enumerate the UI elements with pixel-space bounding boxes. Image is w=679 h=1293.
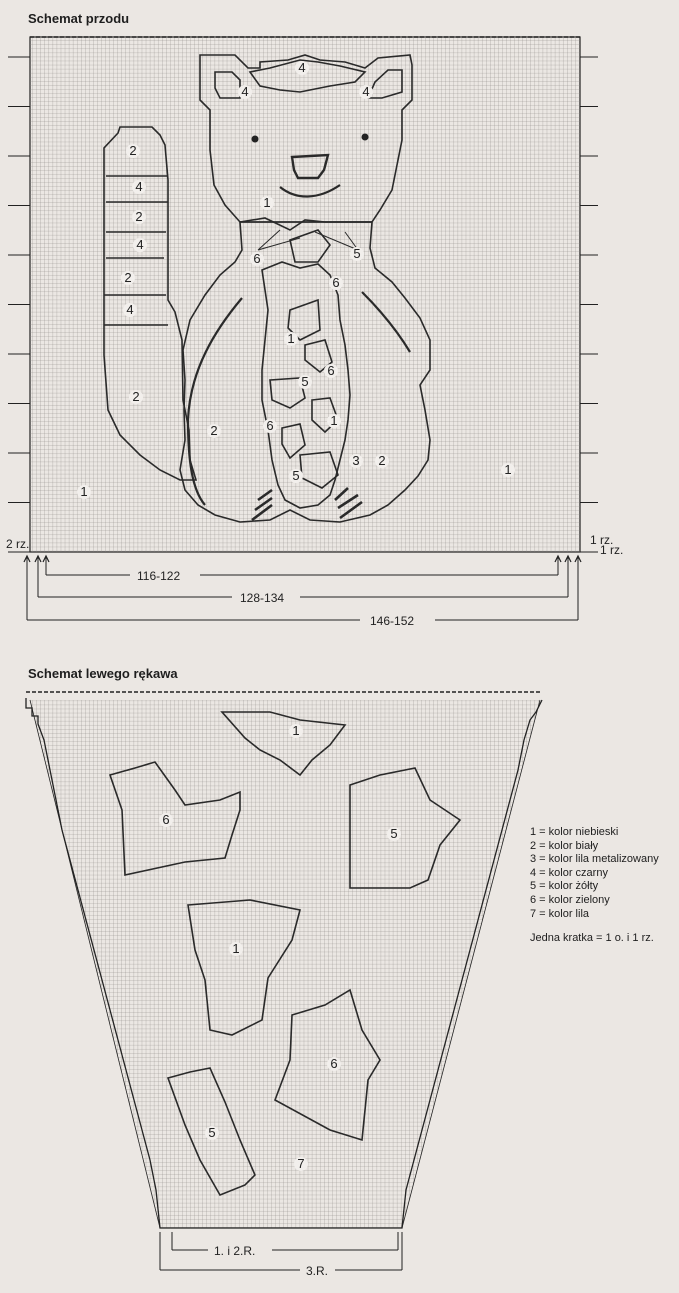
color-legend — [530, 826, 659, 946]
sleeve-color-label: 6 — [330, 1056, 338, 1071]
front-color-label: 6 — [253, 251, 261, 266]
sleeve-chart-title: Schemat lewego rękawa — [28, 666, 178, 681]
front-color-label: 2 — [129, 143, 137, 158]
row-mark-2: 2 rz. — [6, 537, 30, 551]
front-chart-title: Schemat przodu — [28, 11, 130, 26]
front-color-label: 2 — [135, 209, 143, 224]
sleeve-dimension-1-2: 1. i 2.R. — [214, 1244, 256, 1258]
dimension-146-152: 146-152 — [370, 614, 415, 628]
front-color-label: 6 — [332, 275, 340, 290]
legend-item: 7 = kolor lila — [530, 907, 590, 920]
legend-item: 6 = kolor zielony — [530, 893, 610, 906]
legend-item: 1 = kolor niebieski — [530, 826, 619, 838]
sleeve-color-label: 6 — [162, 812, 170, 827]
row-mark-1-right-lower: 1 rz. — [600, 543, 624, 557]
front-color-label: 2 — [124, 270, 132, 285]
legend-note: Jedna kratka = 1 o. i 1 rz. — [530, 932, 654, 945]
front-color-label: 4 — [135, 179, 143, 194]
front-color-label: 2 — [378, 453, 386, 468]
front-color-label: 4 — [241, 84, 249, 99]
front-color-label: 3 — [352, 453, 360, 468]
front-color-label: 1 — [287, 331, 295, 346]
front-color-label: 4 — [136, 237, 144, 252]
front-color-label: 5 — [301, 374, 309, 389]
front-color-label: 5 — [353, 246, 361, 261]
legend-item: 2 = kolor biały — [530, 839, 599, 852]
front-color-label: 4 — [126, 302, 134, 317]
front-color-label: 1 — [504, 462, 512, 477]
sleeve-color-label: 1 — [292, 723, 300, 738]
sleeve-color-label: 5 — [208, 1125, 216, 1140]
front-color-label: 1 — [263, 195, 271, 210]
dimension-116-122: 116-122 — [137, 569, 181, 583]
front-color-label: 2 — [210, 423, 218, 438]
front-color-label: 6 — [327, 363, 335, 378]
sleeve-dimensions — [160, 1232, 402, 1270]
dimension-128-134: 128-134 — [240, 591, 285, 605]
sleeve-color-label: 7 — [297, 1156, 305, 1171]
front-color-label: 2 — [132, 389, 140, 404]
front-color-label: 5 — [292, 468, 300, 483]
legend-item: 5 = kolor żółty — [530, 880, 599, 893]
sleeve-color-label: 5 — [390, 826, 398, 841]
sleeve-color-label: 1 — [232, 941, 240, 956]
row-mark-1-right: 1 rz. — [590, 533, 614, 547]
front-color-label: 1 — [330, 413, 338, 428]
sleeve-dimension-3: 3.R. — [306, 1264, 329, 1278]
legend-item: 4 = kolor czarny — [530, 866, 608, 879]
front-color-label: 1 — [80, 484, 88, 499]
front-color-label: 4 — [362, 84, 370, 99]
front-color-label: 6 — [266, 418, 274, 433]
left-eye — [252, 136, 259, 143]
front-dimensions — [24, 556, 581, 620]
front-color-label: 4 — [298, 60, 306, 75]
sleeve-chart — [20, 690, 550, 1235]
front-chart — [6, 37, 623, 557]
legend-item: 3 = kolor lila metalizowany — [530, 853, 659, 866]
right-eye — [362, 134, 369, 141]
